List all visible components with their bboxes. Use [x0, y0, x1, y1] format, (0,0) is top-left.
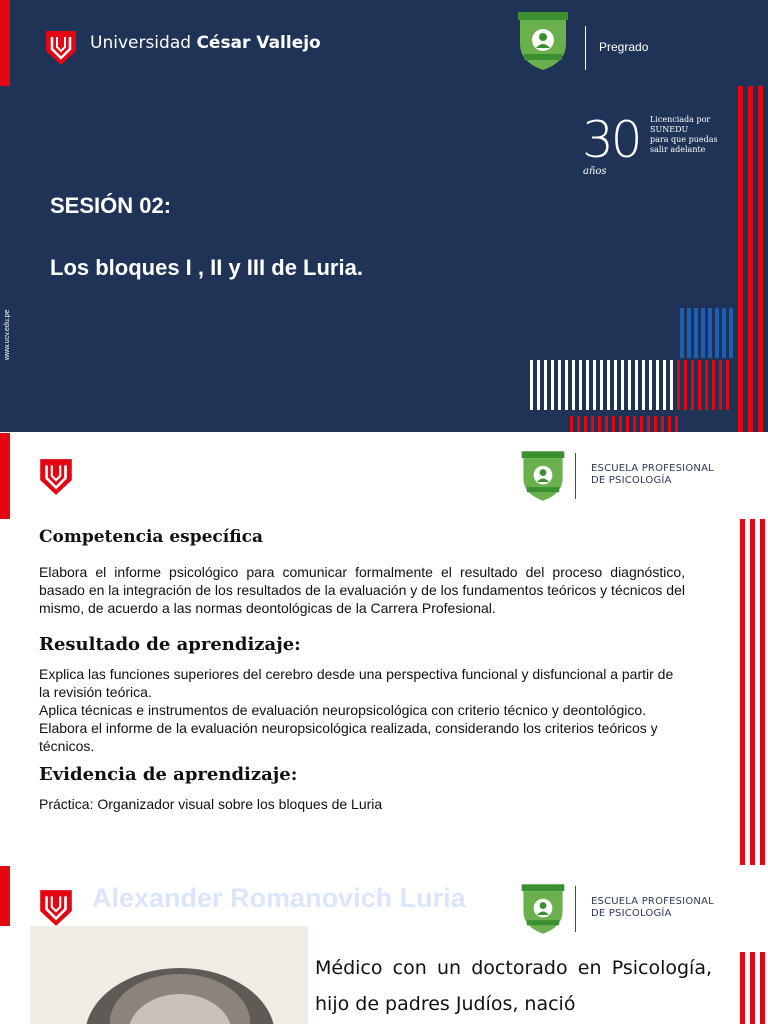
- decorative-stripes: [528, 86, 768, 432]
- competencia-heading: Competencia específica: [39, 527, 263, 547]
- website-url: www.ucv.edu.pe: [4, 309, 11, 360]
- school-name: ESCUELA PROFESIONAL DE PSICOLOGÍA: [591, 896, 714, 919]
- evidencia-heading: Evidencia de aprendizaje:: [39, 764, 298, 785]
- ucv-logo-icon: [38, 888, 74, 928]
- decorative-red-bars: [738, 519, 768, 865]
- decorative-red-bars: [738, 952, 768, 1024]
- evidencia-text: Práctica: Organizador visual sobre los bloques de Luria: [39, 796, 383, 812]
- accreditation-shield-icon: [516, 10, 570, 72]
- accreditation-shield-icon: [520, 449, 566, 503]
- resultado-list: [39, 665, 679, 755]
- header-divider: [575, 453, 576, 499]
- slide-1-title: [0, 0, 768, 432]
- school-name: ESCUELA PROFESIONAL DE PSICOLOGÍA: [591, 463, 714, 486]
- slide-3-luria: [0, 866, 768, 1024]
- sunedu-tagline: Licenciada por SUNEDU para que puedas salir adelante: [650, 115, 718, 154]
- luria-portrait-photo: [30, 926, 308, 1024]
- competencia-text: Elabora el informe psicológico para comunicar formalmente el resultado del proceso diagnóstico, basado en la integración de los resultados de la evaluación y de los fundamentos teóricos y técnicos del mismo, de acuerdo a las normas deontológicas de la Carrera Profesional.: [39, 564, 685, 616]
- anniversary-years: años: [583, 166, 607, 177]
- ucv-logo-icon: [38, 457, 74, 497]
- header-divider: [585, 26, 586, 70]
- luria-bio-text: Médico con un doctorado en Psicología, hijo de padres Judíos, nació: [315, 957, 712, 1015]
- anniversary-number: 30: [582, 111, 640, 169]
- left-red-accent: [0, 0, 10, 86]
- resultado-item: Elabora el informe de la evaluación neuropsicológica realizada, considerando los criterios teóricos y técnicos.: [39, 720, 658, 754]
- resultado-item: Aplica técnicas e instrumentos de evaluación neuropsicológica con criterio técnico y deontológico.: [39, 702, 647, 718]
- header-divider: [575, 886, 576, 932]
- slide-title: Alexander Romanovich Luria: [92, 883, 466, 913]
- session-title: Los bloques I , II y III de Luria.: [50, 255, 363, 280]
- resultado-item: Explica las funciones superiores del cerebro desde una perspectiva funcional y disfuncional a partir de la revisión teórica.: [39, 666, 674, 700]
- session-label: SESIÓN 02:: [50, 193, 172, 218]
- accreditation-shield-icon: [520, 882, 566, 936]
- left-red-accent: [0, 866, 10, 926]
- program-label: Pregrado: [599, 40, 649, 54]
- university-name: Universidad César Vallejo: [90, 33, 321, 53]
- slide-2-competencies: [0, 433, 768, 865]
- left-red-accent: [0, 433, 10, 519]
- resultado-heading: Resultado de aprendizaje:: [39, 634, 301, 655]
- ucv-logo-icon: [44, 29, 78, 67]
